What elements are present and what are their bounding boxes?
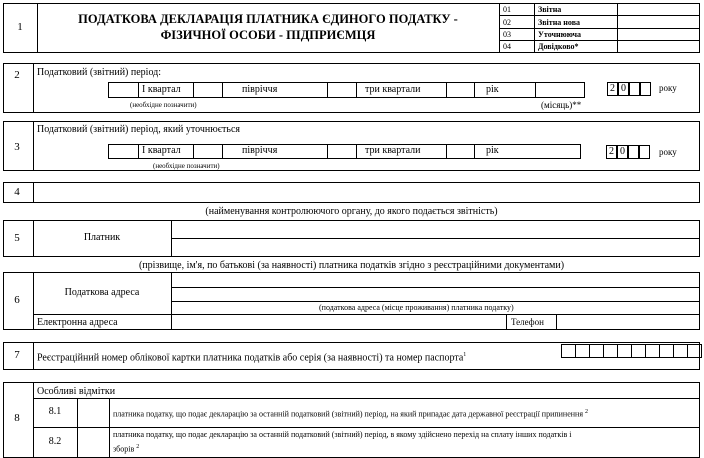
period-option-9m: три квартали (365, 84, 421, 95)
row-number-3: 3 (14, 141, 20, 153)
form-title-line1: ПОДАТКОВА ДЕКЛАРАЦІЯ ПЛАТНИКА ЄДИНОГО ПОДАТКУ - (78, 12, 458, 26)
clarified-option-9m: три квартали (365, 145, 421, 156)
tax-id-digit-input[interactable] (659, 344, 674, 358)
period-checkbox-q1[interactable] (109, 83, 138, 97)
clarified-option-q1: І квартал (142, 145, 181, 156)
year-input[interactable] (639, 145, 650, 159)
mark-code: 8.2 (48, 436, 62, 447)
mark-text: платника податку, що подає декларацію за останній податковий (звітний) період, на який припадає дата державної реєстрації припинення $^2$ (113, 409, 589, 419)
doc-type-code: 04 (503, 42, 511, 51)
doc-type-checkbox[interactable] (618, 16, 699, 28)
clarified-checkbox-9m[interactable] (328, 145, 356, 158)
tax-address-input[interactable] (172, 273, 699, 301)
year-digit: 2 (606, 145, 617, 159)
mark-text: зборів $^2$ (113, 444, 140, 454)
clarified-option-year: рік (486, 145, 499, 156)
tax-id-digit-input[interactable] (631, 344, 646, 358)
year-digit: 2 (607, 82, 618, 96)
payer-label: Платник (83, 232, 121, 243)
doc-type-code: 01 (503, 5, 511, 14)
clarified-checkbox-q1[interactable] (109, 145, 138, 158)
mark-text: платника податку, що подає декларацію за останній податковий (звітний) період, в якому здійснено перехід на сплату інших податків і (113, 430, 572, 439)
tax-id-digit-input[interactable] (645, 344, 660, 358)
period-option-year: рік (486, 84, 499, 95)
doc-type-checkbox[interactable] (618, 41, 699, 52)
period-checkbox-9m[interactable] (328, 83, 356, 97)
clarified-checkbox-half[interactable] (194, 145, 222, 158)
mark-checkbox-8-2[interactable] (78, 428, 109, 457)
row-number-2: 2 (14, 69, 20, 81)
payer-name-input[interactable] (172, 221, 699, 256)
tax-id-digit-input[interactable] (561, 344, 576, 358)
tax-address-caption: (податкова адреса (місце проживання) платника податку) (319, 303, 514, 312)
tax-id-label: Реєстраційний номер облікової картки платника податків або серія (за наявності) та номер паспорта$^1$ (37, 352, 467, 364)
phone-label: Телефон (511, 317, 544, 327)
clarified-checkbox-year[interactable] (447, 145, 474, 158)
year-suffix: року (659, 147, 677, 157)
doc-type-code: 02 (503, 18, 511, 27)
period-checkbox-half[interactable] (194, 83, 222, 97)
tax-id-digit-input[interactable] (687, 344, 702, 358)
row-number-4: 4 (14, 186, 20, 198)
year-digit: 0 (618, 82, 629, 96)
period-option-half: півріччя (242, 84, 278, 95)
period-option-q1: І квартал (142, 84, 181, 95)
form-title-line2: ФІЗИЧНОЇ ОСОБИ - ПІДПРИЄМЦЯ (160, 28, 376, 42)
row-number-8: 8 (14, 412, 20, 424)
email-input[interactable] (172, 315, 506, 329)
period-note: (необхідне позначити) (130, 101, 197, 109)
email-label: Електронна адреса (37, 317, 118, 328)
row-number-1: 1 (17, 21, 23, 33)
year-input[interactable] (628, 145, 639, 159)
doc-type-label: Уточнююча (538, 30, 582, 39)
doc-type-label: Довідково* (538, 42, 579, 51)
doc-type-label: Звітна нова (538, 18, 581, 27)
tax-id-digit-input[interactable] (603, 344, 618, 358)
doc-type-checkbox[interactable] (618, 29, 699, 40)
tax-id-digit-input[interactable] (589, 344, 604, 358)
month-input[interactable] (536, 83, 584, 97)
tax-address-label: Податкова адреса (64, 287, 140, 298)
doc-type-code: 03 (503, 30, 511, 39)
year-input[interactable] (640, 82, 651, 96)
phone-input[interactable] (557, 315, 699, 329)
clarified-period-label: Податковий (звітний) період, який уточнюється (37, 124, 241, 135)
month-label: (місяць)** (541, 100, 582, 110)
row-number-6: 6 (14, 294, 20, 306)
period-label: Податковий (звітний) період: (37, 67, 162, 78)
doc-type-label: Звітна (538, 5, 562, 14)
year-suffix: року (659, 83, 677, 93)
doc-type-checkbox[interactable] (618, 4, 699, 15)
payer-caption: (прізвище, ім'я, по батькові (за наявності) платника податків згідно з реєстраційними документами) (138, 260, 565, 271)
tax-authority-caption: (найменування контролюючого органу, до якого подається звітність) (205, 206, 498, 217)
clarified-option-half: півріччя (242, 145, 278, 156)
year-input[interactable] (629, 82, 640, 96)
period-checkbox-year[interactable] (447, 83, 474, 97)
mark-code: 8.1 (48, 406, 62, 417)
row-number-7: 7 (14, 349, 20, 361)
clarified-period-note: (необхідне позначити) (153, 162, 220, 170)
tax-id-digit-input[interactable] (575, 344, 590, 358)
special-marks-title: Особливі відмітки (37, 386, 116, 397)
tax-id-digit-input[interactable] (617, 344, 632, 358)
year-digit: 0 (617, 145, 628, 159)
row-number-5: 5 (14, 232, 20, 244)
mark-checkbox-8-1[interactable] (78, 399, 109, 427)
tax-id-digit-input[interactable] (673, 344, 688, 358)
tax-authority-input[interactable] (34, 183, 699, 202)
